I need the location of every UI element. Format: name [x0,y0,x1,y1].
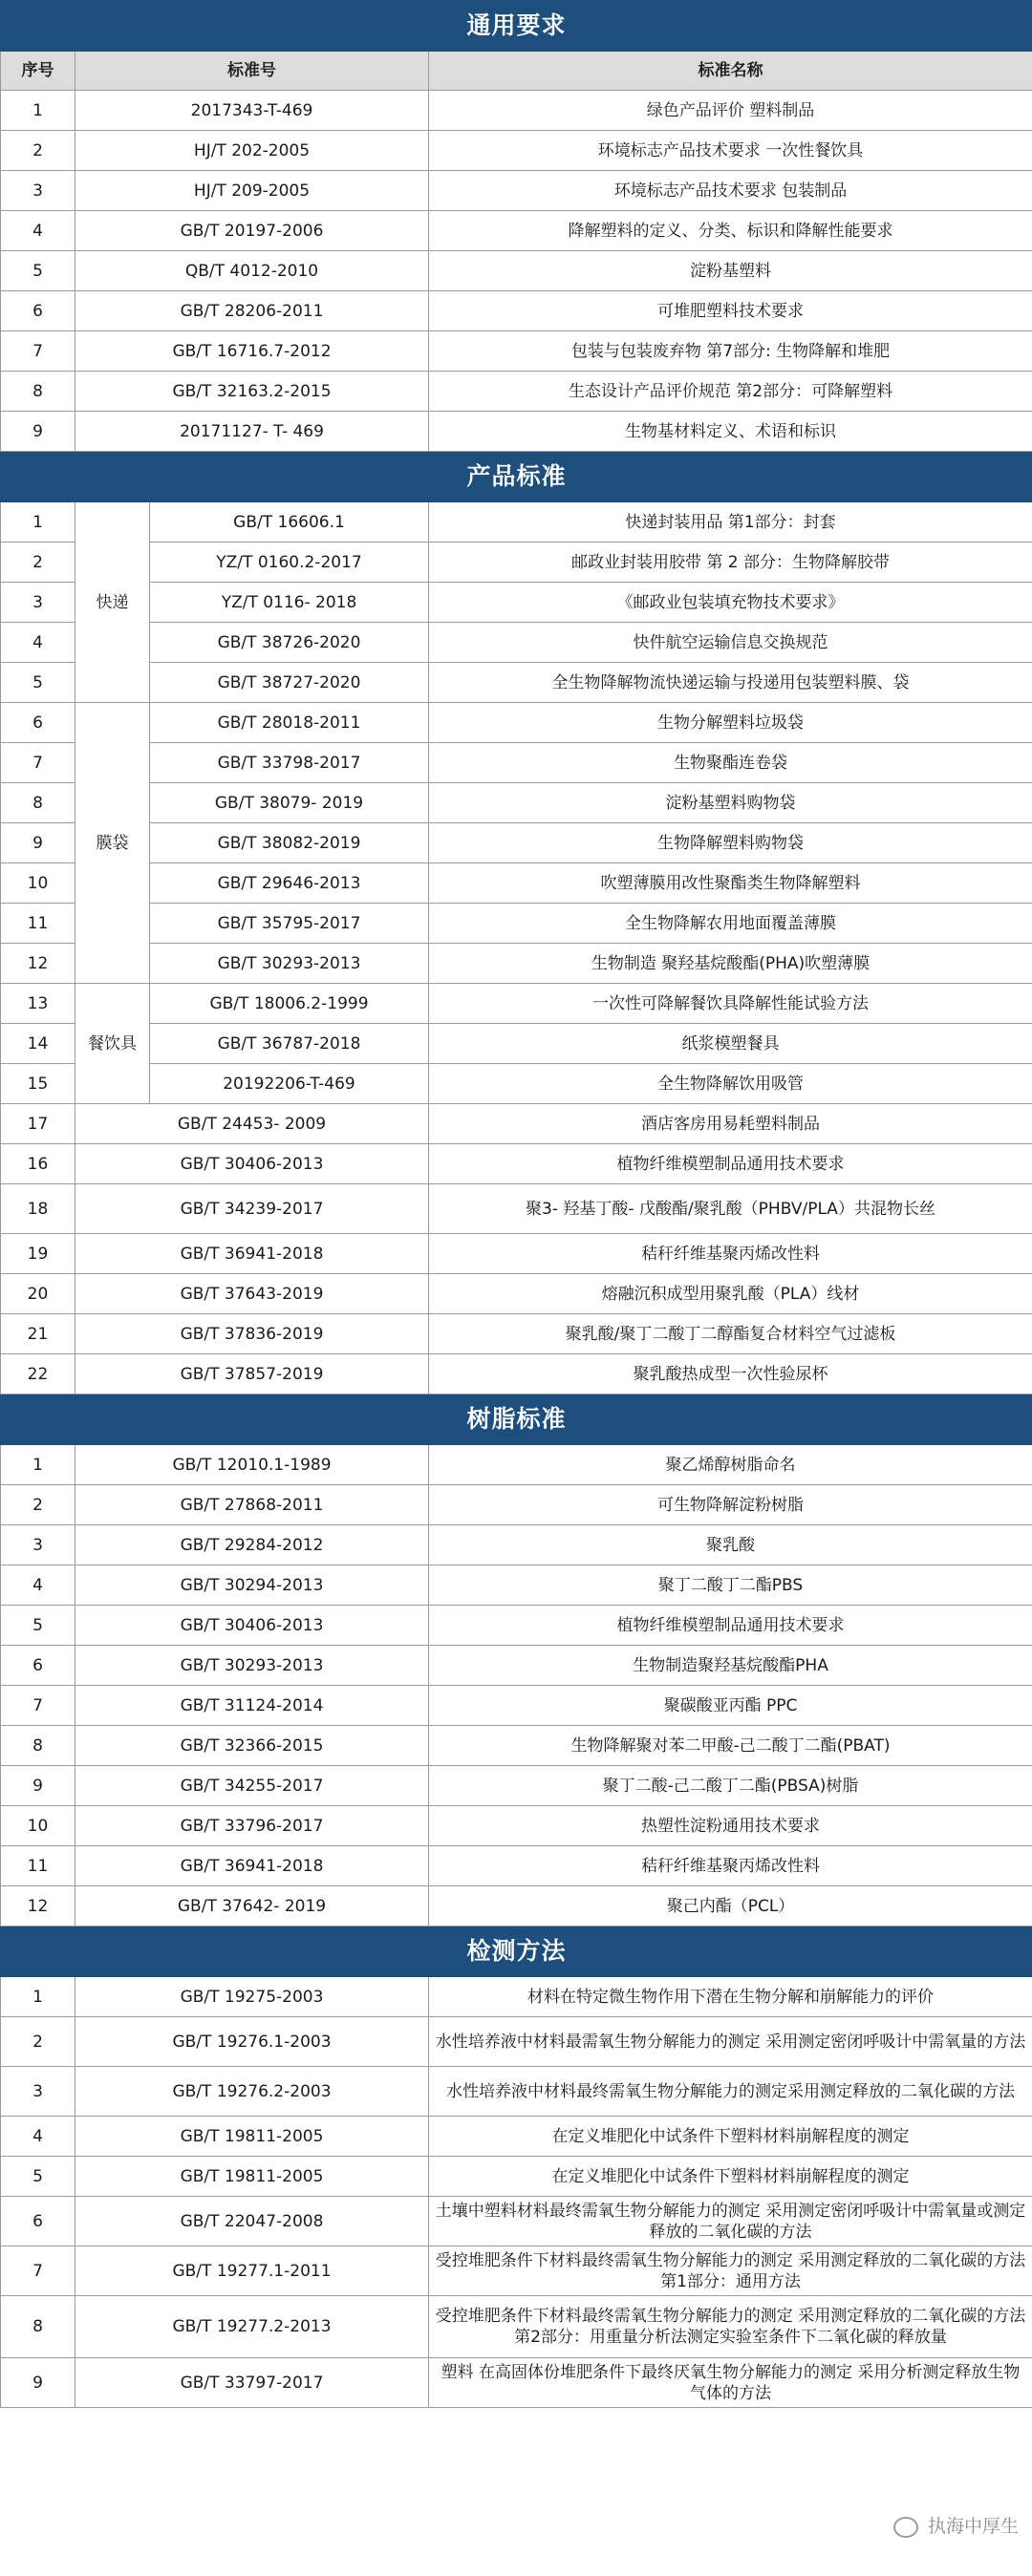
row-standard-name: 土壤中塑料材料最终需氧生物分解能力的测定 采用测定密闭呼吸计中需氧量或测定释放的二氧化碳的方法 [429,2197,1032,2246]
table-row [1,1274,1032,1314]
row-number: 9 [1,823,75,863]
row-standard-name: 聚丁二酸丁二酯PBS [429,1565,1032,1606]
row-standard-name: 生态设计产品评价规范 第2部分：可降解塑料 [429,372,1032,412]
row-number: 8 [1,2296,75,2358]
table-row [1,663,1032,703]
table-row [1,211,1032,251]
row-standard-code: GB/T 22047-2008 [75,2197,429,2246]
table-row [1,1445,1032,1485]
row-number: 1 [1,91,75,131]
row-standard-name: 吹塑薄膜用改性聚酯类生物降解塑料 [429,863,1032,904]
row-number: 10 [1,1806,75,1846]
row-standard-code: GB/T 33798-2017 [150,743,429,783]
section-header-general [1,1,1032,52]
row-standard-code: GB/T 38726-2020 [150,623,429,663]
row-standard-name: 纸浆模塑餐具 [429,1024,1032,1064]
watermark-text: 执海中厚生 [927,2516,1019,2537]
row-standard-code: HJ/T 202-2005 [75,131,429,171]
row-standard-name: 包装与包装废弃物 第7部分: 生物降解和堆肥 [429,331,1032,372]
row-group-label: 餐饮具 [75,984,150,1104]
row-standard-name: 水性培养液中材料最终需氧生物分解能力的测定采用测定释放的二氧化碳的方法 [429,2067,1032,2117]
table-row [1,1886,1032,1927]
header-code: 标准号 [75,52,429,91]
row-standard-code: GB/T 36941-2018 [75,1234,429,1274]
row-standard-code: GB/T 19276.2-2003 [75,2067,429,2117]
row-group-label: 快递 [75,502,150,703]
row-standard-name: 热塑性淀粉通用技术要求 [429,1806,1032,1846]
table-row [1,1646,1032,1686]
row-standard-name: 快递封装用品 第1部分：封套 [429,502,1032,543]
row-standard-code: GB/T 24453- 2009 [75,1104,429,1144]
row-number: 12 [1,1886,75,1927]
table-row [1,1846,1032,1886]
row-standard-name: 淀粉基塑料购物袋 [429,783,1032,823]
row-standard-code: GB/T 18006.2-1999 [150,984,429,1024]
row-standard-code: GB/T 19277.1-2011 [75,2246,429,2296]
table-row [1,171,1032,211]
row-group-label: 膜袋 [75,703,150,984]
row-number: 13 [1,984,75,1024]
row-standard-code: GB/T 27868-2011 [75,1485,429,1525]
section-title: 检测方法 [1,1927,1032,1977]
row-standard-code: YZ/T 0116- 2018 [150,583,429,623]
table-row [1,1766,1032,1806]
row-standard-code: GB/T 37642- 2019 [75,1886,429,1927]
row-number: 5 [1,2157,75,2197]
table-row [1,543,1032,583]
row-standard-name: 水性培养液中材料最需氧生物分解能力的测定 采用测定密闭呼吸计中需氧量的方法 [429,2017,1032,2067]
table-row [1,2157,1032,2197]
row-standard-name: 全生物降解饮用吸管 [429,1064,1032,1104]
table-row [1,1314,1032,1354]
row-standard-name: 环境标志产品技术要求 包装制品 [429,171,1032,211]
table-row [1,502,1032,543]
row-number: 4 [1,211,75,251]
row-number: 7 [1,2246,75,2296]
row-standard-code: GB/T 34239-2017 [75,1184,429,1234]
row-standard-name: 聚3- 羟基丁酸- 戊酸酯/聚乳酸（PHBV/PLA）共混物长丝 [429,1184,1032,1234]
row-number: 15 [1,1064,75,1104]
row-standard-code: GB/T 20197-2006 [75,211,429,251]
row-number: 20 [1,1274,75,1314]
header-no: 序号 [1,52,75,91]
row-standard-code: GB/T 34255-2017 [75,1766,429,1806]
table-row [1,703,1032,743]
row-standard-code: GB/T 35795-2017 [150,904,429,944]
section-header-resin [1,1394,1032,1445]
row-number: 6 [1,2197,75,2246]
row-standard-name: 生物分解塑料垃圾袋 [429,703,1032,743]
row-standard-code: GB/T 37836-2019 [75,1314,429,1354]
row-standard-name: 淀粉基塑料 [429,251,1032,291]
row-standard-name: 植物纤维模塑制品通用技术要求 [429,1606,1032,1646]
table-row [1,91,1032,131]
row-standard-name: 邮政业封装用胶带 第 2 部分：生物降解胶带 [429,543,1032,583]
row-number: 10 [1,863,75,904]
row-standard-name: 绿色产品评价 塑料制品 [429,91,1032,131]
row-standard-name: 聚己内酯（PCL） [429,1886,1032,1927]
table-row [1,1485,1032,1525]
row-number: 2 [1,2017,75,2067]
section-header-test [1,1927,1032,1977]
table-row [1,2117,1032,2157]
row-number: 8 [1,783,75,823]
row-number: 7 [1,743,75,783]
row-standard-code: GB/T 19275-2003 [75,1977,429,2017]
row-standard-code: GB/T 33796-2017 [75,1806,429,1846]
table-row [1,2296,1032,2358]
row-standard-code: 20192206-T-469 [150,1064,429,1104]
table-row [1,1606,1032,1646]
row-standard-code: GB/T 29646-2013 [150,863,429,904]
table-row [1,2017,1032,2067]
row-standard-name: 一次性可降解餐饮具降解性能试验方法 [429,984,1032,1024]
row-standard-code: GB/T 30406-2013 [75,1606,429,1646]
row-standard-code: GB/T 28018-2011 [150,703,429,743]
row-number: 5 [1,1606,75,1646]
row-standard-name: 聚乳酸/聚丁二酸丁二醇酯复合材料空气过滤板 [429,1314,1032,1354]
row-standard-code: GB/T 29284-2012 [75,1525,429,1565]
row-standard-code: GB/T 36787-2018 [150,1024,429,1064]
row-standard-name: 聚丁二酸-己二酸丁二酯(PBSA)树脂 [429,1766,1032,1806]
row-standard-code: GB/T 19277.2-2013 [75,2296,429,2358]
table-row [1,1806,1032,1846]
row-number: 4 [1,1565,75,1606]
row-standard-name: 在定义堆肥化中试条件下塑料材料崩解程度的测定 [429,2157,1032,2197]
row-standard-code: GB/T 32366-2015 [75,1726,429,1766]
row-standard-code: GB/T 37857-2019 [75,1354,429,1394]
row-number: 3 [1,583,75,623]
table-row [1,743,1032,783]
row-standard-code: GB/T 19811-2005 [75,2117,429,2157]
row-number: 1 [1,1977,75,2017]
row-number: 9 [1,2358,75,2408]
row-standard-code: 2017343-T-469 [75,91,429,131]
row-standard-code: GB/T 12010.1-1989 [75,1445,429,1485]
table-row [1,251,1032,291]
row-standard-code: QB/T 4012-2010 [75,251,429,291]
row-standard-name: 塑料 在高固体份堆肥条件下最终厌氧生物分解能力的测定 采用分析测定释放生物气体的方法 [429,2358,1032,2408]
row-number: 8 [1,372,75,412]
row-standard-name: 受控堆肥条件下材料最终需氧生物分解能力的测定 采用测定释放的二氧化碳的方法 第1部分：通用方法 [429,2246,1032,2296]
table-row [1,372,1032,412]
table-row [1,131,1032,171]
row-number: 3 [1,1525,75,1565]
table-row [1,1104,1032,1144]
row-standard-code: GB/T 32163.2-2015 [75,372,429,412]
row-standard-name: 生物基材料定义、术语和标识 [429,412,1032,452]
row-number: 7 [1,1686,75,1726]
row-standard-name: 熔融沉积成型用聚乳酸（PLA）线材 [429,1274,1032,1314]
section-title: 树脂标准 [1,1394,1032,1445]
row-standard-name: 聚乳酸 [429,1525,1032,1565]
row-standard-name: 生物制造 聚羟基烷酸酯(PHA)吹塑薄膜 [429,944,1032,984]
row-standard-name: 全生物降解物流快递运输与投递用包装塑料膜、袋 [429,663,1032,703]
table-row [1,2358,1032,2408]
row-number: 2 [1,131,75,171]
row-standard-code: GB/T 38727-2020 [150,663,429,703]
row-standard-name: 可堆肥塑料技术要求 [429,291,1032,331]
table-row [1,2197,1032,2246]
table-row [1,1144,1032,1184]
row-standard-code: GB/T 30293-2013 [75,1646,429,1686]
row-standard-code: 20171127- T- 469 [75,412,429,452]
table-row [1,331,1032,372]
table-row [1,1726,1032,1766]
row-number: 11 [1,904,75,944]
row-standard-name: 聚碳酸亚丙酯 PPC [429,1686,1032,1726]
row-standard-name: 生物制造聚羟基烷酸酯PHA [429,1646,1032,1686]
table-row [1,904,1032,944]
table-row [1,1024,1032,1064]
row-number: 7 [1,331,75,372]
header-name: 标准名称 [429,52,1032,91]
table-row [1,1686,1032,1726]
row-standard-name: 全生物降解农用地面覆盖薄膜 [429,904,1032,944]
watermark [893,2512,1019,2538]
row-standard-name: 聚乙烯醇树脂命名 [429,1445,1032,1485]
row-standard-code: GB/T 33797-2017 [75,2358,429,2408]
table-row [1,823,1032,863]
row-number: 5 [1,663,75,703]
table-row [1,1977,1032,2017]
column-header-row [1,52,1032,91]
row-standard-code: YZ/T 0160.2-2017 [150,543,429,583]
row-number: 17 [1,1104,75,1144]
row-number: 3 [1,171,75,211]
row-number: 6 [1,1646,75,1686]
table-row [1,1565,1032,1606]
row-standard-code: GB/T 30294-2013 [75,1565,429,1606]
row-standard-code: GB/T 16606.1 [150,502,429,543]
table-row [1,863,1032,904]
row-standard-code: GB/T 19276.1-2003 [75,2017,429,2067]
row-number: 16 [1,1144,75,1184]
row-standard-code: GB/T 30406-2013 [75,1144,429,1184]
row-number: 2 [1,1485,75,1525]
row-standard-name: 秸秆纤维基聚丙烯改性料 [429,1846,1032,1886]
table-row [1,2246,1032,2296]
table-row [1,984,1032,1024]
table-row [1,2067,1032,2117]
row-standard-name: 受控堆肥条件下材料最终需氧生物分解能力的测定 采用测定释放的二氧化碳的方法 第2部分：用重量分析法测定实验室条件下二氧化碳的释放量 [429,2296,1032,2358]
row-standard-code: GB/T 16716.7-2012 [75,331,429,372]
row-standard-name: 可生物降解淀粉树脂 [429,1485,1032,1525]
table-row [1,944,1032,984]
row-number: 6 [1,703,75,743]
row-number: 9 [1,412,75,452]
row-number: 14 [1,1024,75,1064]
row-number: 9 [1,1766,75,1806]
row-number: 3 [1,2067,75,2117]
row-standard-name: 聚乳酸热成型一次性验尿杯 [429,1354,1032,1394]
row-standard-name: 《邮政业包装填充物技术要求》 [429,583,1032,623]
table-row [1,1064,1032,1104]
row-number: 11 [1,1846,75,1886]
row-number: 1 [1,1445,75,1485]
table-row [1,1525,1032,1565]
row-standard-code: GB/T 37643-2019 [75,1274,429,1314]
row-standard-name: 快件航空运输信息交换规范 [429,623,1032,663]
row-number: 8 [1,1726,75,1766]
row-standard-name: 酒店客房用易耗塑料制品 [429,1104,1032,1144]
row-number: 22 [1,1354,75,1394]
row-number: 12 [1,944,75,984]
section-header-product [1,452,1032,502]
row-standard-code: GB/T 31124-2014 [75,1686,429,1726]
row-number: 4 [1,623,75,663]
row-number: 18 [1,1184,75,1234]
row-standard-name: 植物纤维模塑制品通用技术要求 [429,1144,1032,1184]
table-row [1,291,1032,331]
row-standard-code: GB/T 36941-2018 [75,1846,429,1886]
row-number: 5 [1,251,75,291]
table-row [1,1234,1032,1274]
row-number: 4 [1,2117,75,2157]
row-standard-name: 秸秆纤维基聚丙烯改性料 [429,1234,1032,1274]
table-row [1,1354,1032,1394]
row-standard-name: 环境标志产品技术要求 一次性餐饮具 [429,131,1032,171]
row-standard-name: 生物降解塑料购物袋 [429,823,1032,863]
section-title: 产品标准 [1,452,1032,502]
row-standard-code: HJ/T 209-2005 [75,171,429,211]
row-standard-code: GB/T 30293-2013 [150,944,429,984]
row-number: 1 [1,502,75,543]
row-number: 19 [1,1234,75,1274]
row-standard-name: 生物降解聚对苯二甲酸-己二酸丁二酯(PBAT) [429,1726,1032,1766]
section-title: 通用要求 [1,1,1032,52]
table-row [1,623,1032,663]
row-standard-name: 材料在特定微生物作用下潜在生物分解和崩解能力的评价 [429,1977,1032,2017]
row-standard-name: 生物聚酯连卷袋 [429,743,1032,783]
row-standard-code: GB/T 28206-2011 [75,291,429,331]
row-number: 21 [1,1314,75,1354]
row-standard-code: GB/T 38079- 2019 [150,783,429,823]
wechat-icon [893,2517,918,2538]
row-standard-name: 降解塑料的定义、分类、标识和降解性能要求 [429,211,1032,251]
table-row [1,783,1032,823]
table-row [1,412,1032,452]
row-standard-code: GB/T 38082-2019 [150,823,429,863]
row-number: 6 [1,291,75,331]
table-row [1,583,1032,623]
row-standard-code: GB/T 19811-2005 [75,2157,429,2197]
table-row [1,1184,1032,1234]
row-standard-name: 在定义堆肥化中试条件下塑料材料崩解程度的测定 [429,2117,1032,2157]
row-number: 2 [1,543,75,583]
